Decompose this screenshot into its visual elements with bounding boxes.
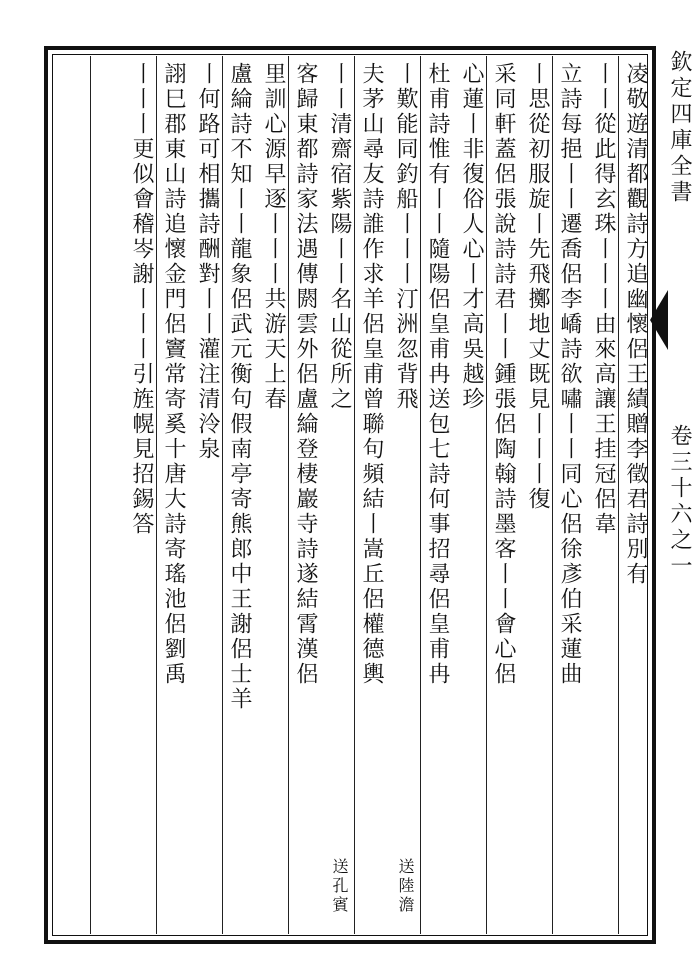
text-column: 詡巳郡東山詩追懷金門侶竇常寄奚十唐大詩寄瑤池侶劉禹 xyxy=(161,62,186,687)
text-column: 凌敬遊清都觀詩方追幽懷侶王績贈李徵君詩別有 xyxy=(623,62,648,587)
text-column: 丨何路可相攜詩酬對丨丨灌注清泠泉 xyxy=(195,62,220,462)
text-column: 丨丨丨更似會稽岑謝丨丨丨引旌幌見招錫答 xyxy=(129,62,154,537)
note-text: 送孔賓 xyxy=(330,858,349,915)
text-column: 杜甫詩惟有丨丨隨陽侶皇甫冉送包七詩何事招尋侶皇甫冉 xyxy=(425,62,450,687)
text-column: 丨丨清齋宿紫陽丨丨名山從所之 xyxy=(327,62,352,412)
column-rule xyxy=(90,56,91,934)
text-column: 盧綸詩不知丨丨龍象侶武元衡句假南亭寄熊郎中王謝侶士羊 xyxy=(227,62,252,712)
text-column: 丨歎能同釣船丨丨丨汀洲忽背飛 xyxy=(393,62,418,412)
text-column: 夫茅山尋友詩誰作求羊侶皇甫曾聯句頻結丨嵩丘侶權德輿 xyxy=(359,62,384,687)
text-column: 丨思從初服旋丨先飛擲地丈既見丨丨丨復 xyxy=(525,62,550,512)
text-column: 采同軒蓋侶張說詩詩君丨丨鍾張侶陶翰詩墨客丨丨會心侶 xyxy=(491,62,516,687)
text-column: 立詩每挹丨丨遷喬侶李嶠詩欲嘯丨丨同心侶徐彥伯采蓮曲 xyxy=(557,62,582,687)
text-column: 里訓心源早逐丨丨丨共游天上春 xyxy=(261,62,286,412)
note-text: 送陸澹 xyxy=(396,858,415,915)
margin-title xyxy=(656,50,699,950)
text-column: 客歸東都詩家法遇傳閼雲外侶盧綸登棲巖寺詩遂結霄漢侶 xyxy=(293,62,318,687)
book-title: 欽定四庫全書 xyxy=(667,50,692,206)
text-column: 心蓮丨非復俗人心丨才高吳越珍 xyxy=(459,62,484,412)
juan-label: 卷三十六之一 xyxy=(667,424,692,580)
text-column: 丨丨從此得玄珠丨丨丨由來高讓王挂冠侶韋 xyxy=(591,62,616,537)
